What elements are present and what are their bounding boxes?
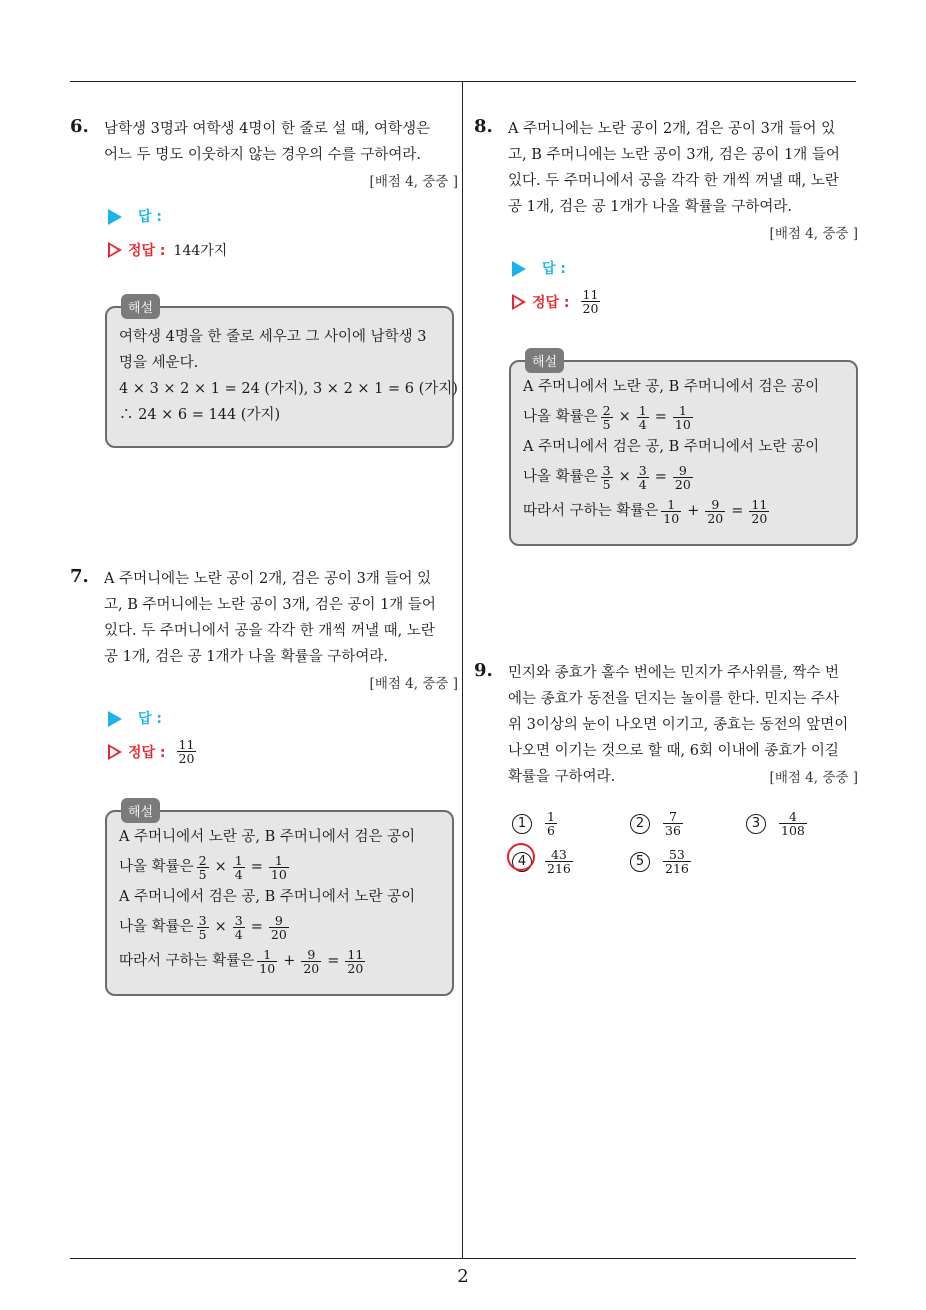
solution-content: A 주머니에서 노란 공, B 주머니에서 검은 공이 나올 확률은 $\frac{2}{5}$ × $\frac{1}{4}$ = $\frac{1}{10}$ A 주머니에서 검은 공, B 주머니에서 노란 공이 나올 확률은 $\frac{3}{5}$ × $\frac{3}{4}$ = $\frac{9}{20}$ 따라서 구하는 확률은 $\frac{1}{10}$ + $\frac{9}{20}$ = $\frac{11}{20}$ xyxy=(119,824,415,978)
solution-box xyxy=(509,355,858,546)
score-label: [배점 4, 중중 ] xyxy=(369,174,458,190)
solution-equation: 따라서 구하는 확률은 $\frac{1}{10}$ + $\frac{9}{20}$ = $\frac{11}{20}$ xyxy=(119,946,364,976)
solution-box xyxy=(105,301,458,448)
problem-number: 9. xyxy=(474,660,493,681)
answer-line: 답 : xyxy=(108,206,162,226)
correct-answer-value: $\frac{11}{20}$ xyxy=(178,737,195,766)
solution-equation: 나올 확률은 $\frac{2}{5}$ × $\frac{1}{4}$ = $\frac{1}{10}$ xyxy=(119,852,287,882)
problem-text: 민지와 종효가 홀수 번에는 민지가 주사위를, 짝수 번 에는 종효가 동전을 던지는 놀이를 한다. 민지는 주사 위 3이상의 눈이 나오면 이기고, 종효는 동전의 앞면이 나오면 이기는 것으로 할 때, 6회 이내에 종효가 이길 확률을 구하여라. xyxy=(508,665,849,785)
page-number: 2 xyxy=(457,1266,469,1287)
problem-number: 6. xyxy=(70,116,89,137)
problem-text: 남학생 3명과 여학생 4명이 한 줄로 설 때, 여학생은 어느 두 명도 이웃하지 않는 경우의 수를 구하여라. xyxy=(104,121,431,163)
outline-triangle-icon xyxy=(512,294,526,310)
solution-tag: 해설 xyxy=(525,348,564,373)
solution-box xyxy=(105,805,454,996)
play-icon xyxy=(512,261,526,277)
solution-tag: 해설 xyxy=(121,798,160,823)
solution-content: 여학생 4명을 한 줄로 세우고 그 사이에 남학생 3 명을 세운다. 4 × 3 × 2 × 1 = 24 (가지), 3 × 2 × 1 = 6 (가지) ∴ 24 × 6 = 144 (가지) xyxy=(119,329,458,423)
bottom-rule xyxy=(70,1258,856,1259)
problem-text: A 주머니에는 노란 공이 2개, 검은 공이 3개 들어 있 고, B 주머니에는 노란 공이 3개, 검은 공이 1개 들어 있다. 두 주머니에서 공을 각각 한 개씩 꺼낼 때, 노란 공 1개, 검은 공 1개가 나올 확률을 구하여라. xyxy=(104,571,436,665)
solution-equation: 나올 확률은 $\frac{3}{5}$ × $\frac{3}{4}$ = $\frac{9}{20}$ xyxy=(523,462,691,492)
problem-number: 7. xyxy=(70,566,89,587)
choice-2[interactable]: 2 $\frac{7}{36}$ xyxy=(630,810,686,837)
answer-line: 답 : xyxy=(108,708,162,728)
problem-7 xyxy=(70,566,458,1006)
correct-answer-value: $\frac{11}{20}$ xyxy=(582,287,599,316)
choice-1[interactable]: 1 $\frac{1}{6}$ xyxy=(512,810,560,837)
column-divider xyxy=(462,82,463,1258)
outline-triangle-icon xyxy=(108,744,122,760)
score-label: [배점 4, 중중 ] xyxy=(769,770,858,786)
top-rule xyxy=(70,81,856,82)
play-icon xyxy=(108,711,122,727)
solution-content: A 주머니에서 노란 공, B 주머니에서 검은 공이 나올 확률은 $\frac{2}{5}$ × $\frac{1}{4}$ = $\frac{1}{10}$ A 주머니에서 검은 공, B 주머니에서 노란 공이 나올 확률은 $\frac{3}{5}$ × $\frac{3}{4}$ = $\frac{9}{20}$ 따라서 구하는 확률은 $\frac{1}{10}$ + $\frac{9}{20}$ = $\frac{11}{20}$ xyxy=(523,374,819,528)
correct-answer-value: 144가지 xyxy=(173,243,228,259)
outline-triangle-icon xyxy=(108,242,122,258)
selected-circle-mark xyxy=(507,843,535,871)
solution-tag: 해설 xyxy=(121,294,160,319)
solution-equation: 나올 확률은 $\frac{3}{5}$ × $\frac{3}{4}$ = $\frac{9}{20}$ xyxy=(119,912,287,942)
play-icon xyxy=(108,209,122,225)
score-label: [배점 4, 중중 ] xyxy=(769,226,858,242)
problem-8 xyxy=(474,116,858,556)
choice-3[interactable]: 3 $\frac{4}{108}$ xyxy=(746,810,810,837)
solution-equation: 따라서 구하는 확률은 $\frac{1}{10}$ + $\frac{9}{20}$ = $\frac{11}{20}$ xyxy=(523,496,768,526)
score-label: [배점 4, 중중 ] xyxy=(369,676,458,692)
choice-4[interactable]: 4 $\frac{43}{216}$ xyxy=(512,848,576,875)
answer-choices xyxy=(512,810,852,890)
choice-5[interactable]: 5 $\frac{53}{216}$ xyxy=(630,848,694,875)
problem-text: A 주머니에는 노란 공이 2개, 검은 공이 3개 들어 있 고, B 주머니에는 노란 공이 3개, 검은 공이 1개 들어 있다. 두 주머니에서 공을 각각 한 개씩 꺼낼 때, 노란 공 1개, 검은 공 1개가 나올 확률을 구하여라. xyxy=(508,121,840,215)
problem-9 xyxy=(474,660,858,900)
correct-answer-line: 정답 : 144가지 xyxy=(108,240,227,260)
correct-answer-line: 정답 : $\frac{11}{20}$ xyxy=(108,738,199,765)
answer-line: 답 : xyxy=(512,258,566,278)
problem-6 xyxy=(70,116,458,466)
correct-answer-line: 정답 : $\frac{11}{20}$ xyxy=(512,288,603,315)
solution-equation: 나올 확률은 $\frac{2}{5}$ × $\frac{1}{4}$ = $\frac{1}{10}$ xyxy=(523,402,691,432)
problem-number: 8. xyxy=(474,116,493,137)
